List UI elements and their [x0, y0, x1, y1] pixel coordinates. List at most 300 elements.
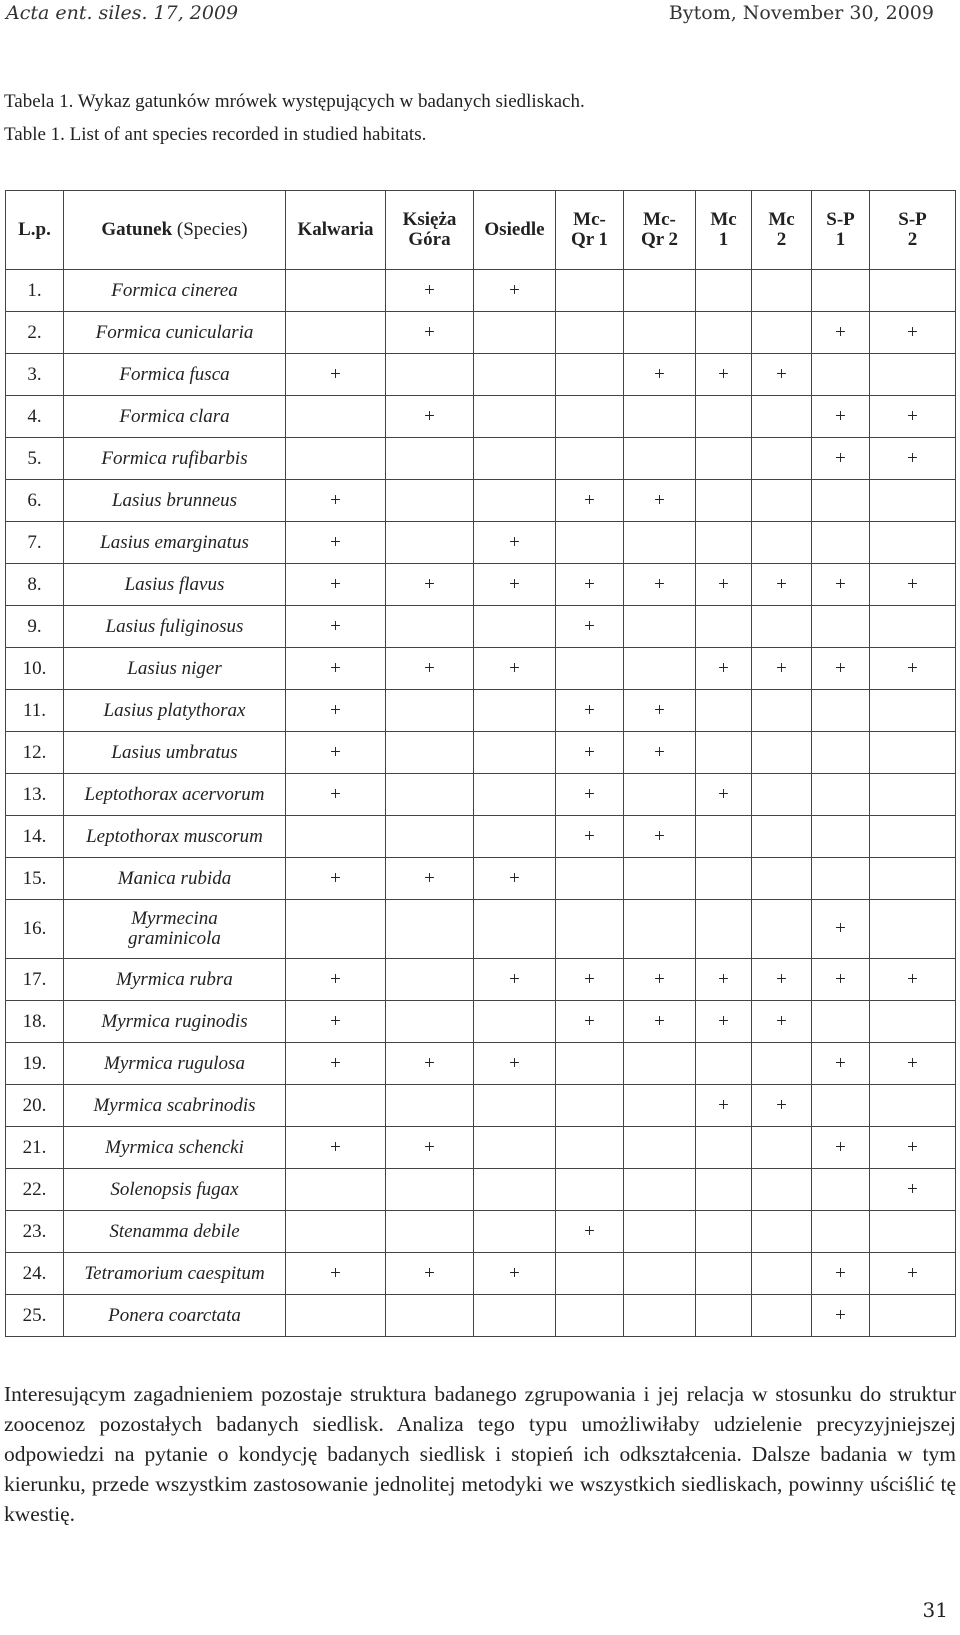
presence-cell	[696, 312, 752, 354]
species-name: Lasius flavus	[64, 564, 286, 606]
row-number: 2.	[6, 312, 64, 354]
presence-cell	[624, 774, 696, 816]
presence-cell: +	[286, 480, 386, 522]
presence-cell: +	[812, 959, 870, 1001]
presence-cell	[870, 354, 956, 396]
presence-cell	[812, 1169, 870, 1211]
header-ksieza-gora	[386, 191, 474, 270]
presence-cell	[386, 480, 474, 522]
presence-cell	[474, 774, 556, 816]
table-caption-polish: Tabela 1. Wykaz gatunków mrówek występujących w badanych siedliskach.	[4, 91, 585, 112]
table-row	[6, 900, 956, 959]
row-number: 21.	[6, 1127, 64, 1169]
presence-cell: +	[812, 312, 870, 354]
presence-cell: +	[386, 396, 474, 438]
presence-cell	[556, 396, 624, 438]
presence-cell	[286, 396, 386, 438]
presence-cell	[870, 522, 956, 564]
presence-cell	[474, 354, 556, 396]
presence-cell	[624, 1127, 696, 1169]
presence-cell	[556, 1253, 624, 1295]
header-sp2-line1: S-P	[898, 208, 927, 230]
presence-cell	[870, 1085, 956, 1127]
presence-cell: +	[870, 312, 956, 354]
presence-cell	[812, 606, 870, 648]
presence-cell	[812, 858, 870, 900]
presence-cell	[696, 396, 752, 438]
presence-cell	[696, 1253, 752, 1295]
presence-cell	[696, 522, 752, 564]
presence-cell	[624, 1043, 696, 1085]
presence-cell	[474, 732, 556, 774]
presence-cell	[812, 270, 870, 312]
presence-cell	[474, 1169, 556, 1211]
presence-cell	[812, 816, 870, 858]
presence-cell	[696, 732, 752, 774]
species-name: Myrmica rugulosa	[64, 1043, 286, 1085]
presence-cell	[870, 1001, 956, 1043]
presence-cell	[556, 438, 624, 480]
presence-cell	[556, 1085, 624, 1127]
presence-cell: +	[812, 900, 870, 959]
presence-cell	[386, 900, 474, 959]
date-header: Bytom, November 30, 2009	[668, 2, 934, 24]
presence-cell	[556, 858, 624, 900]
presence-cell: +	[474, 1253, 556, 1295]
presence-cell	[870, 774, 956, 816]
row-number: 22.	[6, 1169, 64, 1211]
presence-cell	[696, 270, 752, 312]
presence-cell	[624, 1085, 696, 1127]
presence-cell: +	[870, 396, 956, 438]
presence-cell	[696, 900, 752, 959]
species-table	[5, 190, 956, 1337]
presence-cell	[752, 816, 812, 858]
presence-cell	[870, 900, 956, 959]
presence-cell: +	[474, 648, 556, 690]
body-paragraph: Interesującym zagadnieniem pozostaje struktura badanego zgrupowania i jej relacja w stosunku do struktur zoocenoz pozostałych badanych siedlisk. Analiza tego typu umożliwiłaby udzielenie precyzyjniejszej odpowiedzi na pytanie o kondycję badanych siedlisk i stopień ich odkształcenia. Dalsze badania w tym kierunku, przede wszystkim zastosowanie jednolitej metodyki we wszystkich siedliskach, powinny uściślić tę kwestię.	[4, 1382, 956, 1526]
presence-cell: +	[812, 1043, 870, 1085]
presence-cell	[286, 900, 386, 959]
presence-cell	[556, 1127, 624, 1169]
row-number: 10.	[6, 648, 64, 690]
presence-cell: +	[386, 564, 474, 606]
table-row	[6, 354, 956, 396]
table-row	[6, 1211, 956, 1253]
header-mc2-line1: Mc	[768, 208, 795, 230]
presence-cell: +	[556, 564, 624, 606]
species-name: Lasius brunneus	[64, 480, 286, 522]
presence-cell: +	[286, 564, 386, 606]
presence-cell	[556, 1169, 624, 1211]
row-number: 15.	[6, 858, 64, 900]
presence-cell	[286, 816, 386, 858]
presence-cell	[624, 648, 696, 690]
presence-cell	[386, 959, 474, 1001]
header-mc-qr2-line2: Qr 2	[640, 228, 679, 250]
presence-cell	[286, 312, 386, 354]
presence-cell	[556, 900, 624, 959]
presence-cell: +	[752, 564, 812, 606]
presence-cell	[752, 1169, 812, 1211]
presence-cell: +	[624, 732, 696, 774]
presence-cell	[624, 396, 696, 438]
row-number: 14.	[6, 816, 64, 858]
species-name: Ponera coarctata	[64, 1295, 286, 1337]
header-mc1	[696, 191, 752, 270]
presence-cell	[812, 1085, 870, 1127]
presence-cell	[870, 1295, 956, 1337]
row-number: 12.	[6, 732, 64, 774]
presence-cell	[556, 270, 624, 312]
species-name: Leptothorax muscorum	[64, 816, 286, 858]
presence-cell: +	[556, 959, 624, 1001]
table-row	[6, 1169, 956, 1211]
presence-cell: +	[286, 1127, 386, 1169]
presence-cell: +	[286, 732, 386, 774]
presence-cell	[870, 816, 956, 858]
species-name: Leptothorax acervorum	[64, 774, 286, 816]
presence-cell	[812, 690, 870, 732]
species-name: Formica cunicularia	[64, 312, 286, 354]
presence-cell	[752, 438, 812, 480]
presence-cell: +	[386, 312, 474, 354]
table-row	[6, 606, 956, 648]
row-number: 19.	[6, 1043, 64, 1085]
presence-cell	[624, 438, 696, 480]
species-name: Myrmica ruginodis	[64, 1001, 286, 1043]
presence-cell: +	[870, 1043, 956, 1085]
row-number: 18.	[6, 1001, 64, 1043]
presence-cell	[624, 1211, 696, 1253]
header-mc2	[752, 191, 812, 270]
species-name-line2: graminicola	[128, 927, 221, 949]
presence-cell	[386, 816, 474, 858]
presence-cell	[752, 1211, 812, 1253]
presence-cell: +	[286, 1043, 386, 1085]
presence-cell: +	[286, 1001, 386, 1043]
table-row	[6, 774, 956, 816]
presence-cell	[752, 900, 812, 959]
presence-cell: +	[870, 564, 956, 606]
row-number: 16.	[6, 900, 64, 959]
presence-cell: +	[556, 690, 624, 732]
presence-cell	[624, 270, 696, 312]
presence-cell: +	[386, 1043, 474, 1085]
header-ksieza-line1: Księża	[402, 208, 457, 230]
presence-cell	[752, 312, 812, 354]
presence-cell: +	[752, 1001, 812, 1043]
presence-cell	[386, 1169, 474, 1211]
presence-cell	[752, 690, 812, 732]
presence-cell	[474, 480, 556, 522]
presence-cell	[812, 354, 870, 396]
species-name: Formica fusca	[64, 354, 286, 396]
presence-cell	[624, 312, 696, 354]
header-mc1-line2: 1	[718, 228, 729, 250]
presence-cell: +	[286, 1253, 386, 1295]
presence-cell	[286, 438, 386, 480]
presence-cell	[696, 816, 752, 858]
presence-cell	[812, 1001, 870, 1043]
presence-cell	[286, 270, 386, 312]
header-sp1-line2: 1	[835, 228, 846, 250]
row-number: 24.	[6, 1253, 64, 1295]
presence-cell	[870, 858, 956, 900]
row-number: 25.	[6, 1295, 64, 1337]
presence-cell: +	[752, 1085, 812, 1127]
presence-cell	[696, 438, 752, 480]
row-number: 1.	[6, 270, 64, 312]
presence-cell	[752, 480, 812, 522]
row-number: 11.	[6, 690, 64, 732]
species-name-line1: Myrmecina	[131, 907, 218, 929]
table-row	[6, 690, 956, 732]
table-row	[6, 1043, 956, 1085]
presence-cell	[286, 1169, 386, 1211]
presence-cell	[812, 774, 870, 816]
presence-cell	[386, 1295, 474, 1337]
presence-cell	[624, 900, 696, 959]
presence-cell: +	[624, 354, 696, 396]
presence-cell	[386, 690, 474, 732]
presence-cell	[870, 732, 956, 774]
presence-cell	[624, 522, 696, 564]
presence-cell	[696, 1295, 752, 1337]
species-name: Lasius platythorax	[64, 690, 286, 732]
presence-cell: +	[870, 648, 956, 690]
species-name: Tetramorium caespitum	[64, 1253, 286, 1295]
presence-cell	[474, 816, 556, 858]
presence-cell	[556, 312, 624, 354]
presence-cell: +	[624, 690, 696, 732]
presence-cell	[696, 690, 752, 732]
presence-cell	[474, 1127, 556, 1169]
presence-cell	[474, 606, 556, 648]
presence-cell	[870, 606, 956, 648]
header-species-en: (Species)	[176, 219, 248, 240]
table-row	[6, 959, 956, 1001]
presence-cell	[752, 270, 812, 312]
presence-cell	[870, 480, 956, 522]
header-species	[64, 191, 286, 270]
row-number: 3.	[6, 354, 64, 396]
presence-cell: +	[556, 816, 624, 858]
presence-cell	[696, 1127, 752, 1169]
presence-cell: +	[696, 564, 752, 606]
presence-cell	[386, 1211, 474, 1253]
presence-cell	[696, 606, 752, 648]
species-name: Myrmica scabrinodis	[64, 1085, 286, 1127]
header-mc-qr2	[624, 191, 696, 270]
presence-cell: +	[286, 648, 386, 690]
presence-cell	[812, 732, 870, 774]
header-osiedle: Osiedle	[474, 191, 556, 270]
header-mc1-line1: Mc	[710, 208, 737, 230]
presence-cell: +	[474, 270, 556, 312]
presence-cell	[696, 1211, 752, 1253]
presence-cell: +	[286, 959, 386, 1001]
header-mc-qr1-line1: Mc-	[573, 208, 606, 230]
presence-cell	[386, 774, 474, 816]
table-row	[6, 732, 956, 774]
presence-cell	[474, 900, 556, 959]
presence-cell: +	[386, 858, 474, 900]
presence-cell	[386, 606, 474, 648]
presence-cell	[624, 606, 696, 648]
presence-cell	[752, 1127, 812, 1169]
presence-cell: +	[696, 774, 752, 816]
presence-cell: +	[696, 354, 752, 396]
header-sp2	[870, 191, 956, 270]
presence-cell	[696, 480, 752, 522]
presence-cell: +	[474, 522, 556, 564]
table-header-row	[6, 191, 956, 270]
species-name	[64, 900, 286, 959]
row-number: 7.	[6, 522, 64, 564]
presence-cell: +	[870, 1169, 956, 1211]
presence-cell	[556, 1295, 624, 1337]
presence-cell	[556, 354, 624, 396]
table-row	[6, 1253, 956, 1295]
presence-cell: +	[474, 858, 556, 900]
presence-cell: +	[556, 480, 624, 522]
presence-cell: +	[386, 1253, 474, 1295]
presence-cell	[286, 1085, 386, 1127]
presence-cell: +	[386, 648, 474, 690]
row-number: 6.	[6, 480, 64, 522]
presence-cell: +	[624, 1001, 696, 1043]
species-name: Myrmica rubra	[64, 959, 286, 1001]
presence-cell: +	[286, 858, 386, 900]
presence-cell	[386, 1001, 474, 1043]
presence-cell	[752, 858, 812, 900]
presence-cell	[752, 1043, 812, 1085]
presence-cell	[870, 1211, 956, 1253]
presence-cell	[474, 312, 556, 354]
header-sp1	[812, 191, 870, 270]
species-name: Formica cinerea	[64, 270, 286, 312]
presence-cell: +	[812, 396, 870, 438]
presence-cell	[696, 858, 752, 900]
header-sp1-line1: S-P	[826, 208, 855, 230]
presence-cell	[870, 690, 956, 732]
presence-cell: +	[870, 959, 956, 1001]
presence-cell	[556, 522, 624, 564]
presence-cell: +	[812, 1253, 870, 1295]
species-table-body	[6, 270, 956, 1337]
table-row	[6, 648, 956, 690]
presence-cell	[386, 522, 474, 564]
presence-cell: +	[812, 564, 870, 606]
presence-cell: +	[624, 480, 696, 522]
species-name: Myrmica schencki	[64, 1127, 286, 1169]
table-row	[6, 522, 956, 564]
table-row	[6, 564, 956, 606]
presence-cell: +	[812, 438, 870, 480]
species-name: Formica clara	[64, 396, 286, 438]
table-row	[6, 1295, 956, 1337]
presence-cell	[386, 1085, 474, 1127]
presence-cell	[752, 1295, 812, 1337]
presence-cell	[474, 1295, 556, 1337]
presence-cell	[556, 648, 624, 690]
header-ksieza-line2: Góra	[408, 228, 451, 250]
table-row	[6, 270, 956, 312]
presence-cell: +	[624, 816, 696, 858]
row-number: 17.	[6, 959, 64, 1001]
page-number: 31	[922, 1598, 948, 1622]
species-name: Lasius umbratus	[64, 732, 286, 774]
presence-cell: +	[870, 438, 956, 480]
species-name: Solenopsis fugax	[64, 1169, 286, 1211]
species-name: Manica rubida	[64, 858, 286, 900]
header-gatunek: Gatunek	[101, 219, 173, 240]
presence-cell	[752, 732, 812, 774]
presence-cell	[870, 270, 956, 312]
presence-cell: +	[386, 1127, 474, 1169]
table-row	[6, 1085, 956, 1127]
table-row	[6, 480, 956, 522]
presence-cell	[474, 1001, 556, 1043]
row-number: 5.	[6, 438, 64, 480]
row-number: 8.	[6, 564, 64, 606]
presence-cell	[474, 1085, 556, 1127]
presence-cell: +	[696, 959, 752, 1001]
presence-cell: +	[286, 522, 386, 564]
presence-cell	[286, 1295, 386, 1337]
journal-header: Acta ent. siles. 17, 2009	[6, 2, 239, 24]
presence-cell	[812, 480, 870, 522]
species-name: Lasius fuliginosus	[64, 606, 286, 648]
presence-cell	[752, 396, 812, 438]
presence-cell: +	[286, 606, 386, 648]
header-mc-qr1	[556, 191, 624, 270]
presence-cell: +	[624, 564, 696, 606]
species-name: Stenamma debile	[64, 1211, 286, 1253]
presence-cell: +	[474, 1043, 556, 1085]
header-mc-qr1-line2: Qr 1	[570, 228, 609, 250]
presence-cell: +	[696, 1001, 752, 1043]
presence-cell	[752, 774, 812, 816]
presence-cell: +	[812, 648, 870, 690]
row-number: 4.	[6, 396, 64, 438]
presence-cell	[752, 1253, 812, 1295]
table-row	[6, 438, 956, 480]
row-number: 20.	[6, 1085, 64, 1127]
presence-cell	[474, 690, 556, 732]
header-lp: L.p.	[6, 191, 64, 270]
presence-cell: +	[286, 354, 386, 396]
presence-cell: +	[752, 354, 812, 396]
presence-cell: +	[474, 564, 556, 606]
presence-cell: +	[870, 1127, 956, 1169]
presence-cell: +	[556, 606, 624, 648]
species-name: Lasius niger	[64, 648, 286, 690]
presence-cell	[386, 732, 474, 774]
row-number: 23.	[6, 1211, 64, 1253]
presence-cell: +	[286, 774, 386, 816]
presence-cell: +	[812, 1295, 870, 1337]
row-number: 9.	[6, 606, 64, 648]
presence-cell	[696, 1043, 752, 1085]
table-row	[6, 312, 956, 354]
row-number: 13.	[6, 774, 64, 816]
presence-cell	[696, 1169, 752, 1211]
header-mc-qr2-line1: Mc-	[643, 208, 676, 230]
presence-cell: +	[812, 1127, 870, 1169]
presence-cell	[286, 1211, 386, 1253]
